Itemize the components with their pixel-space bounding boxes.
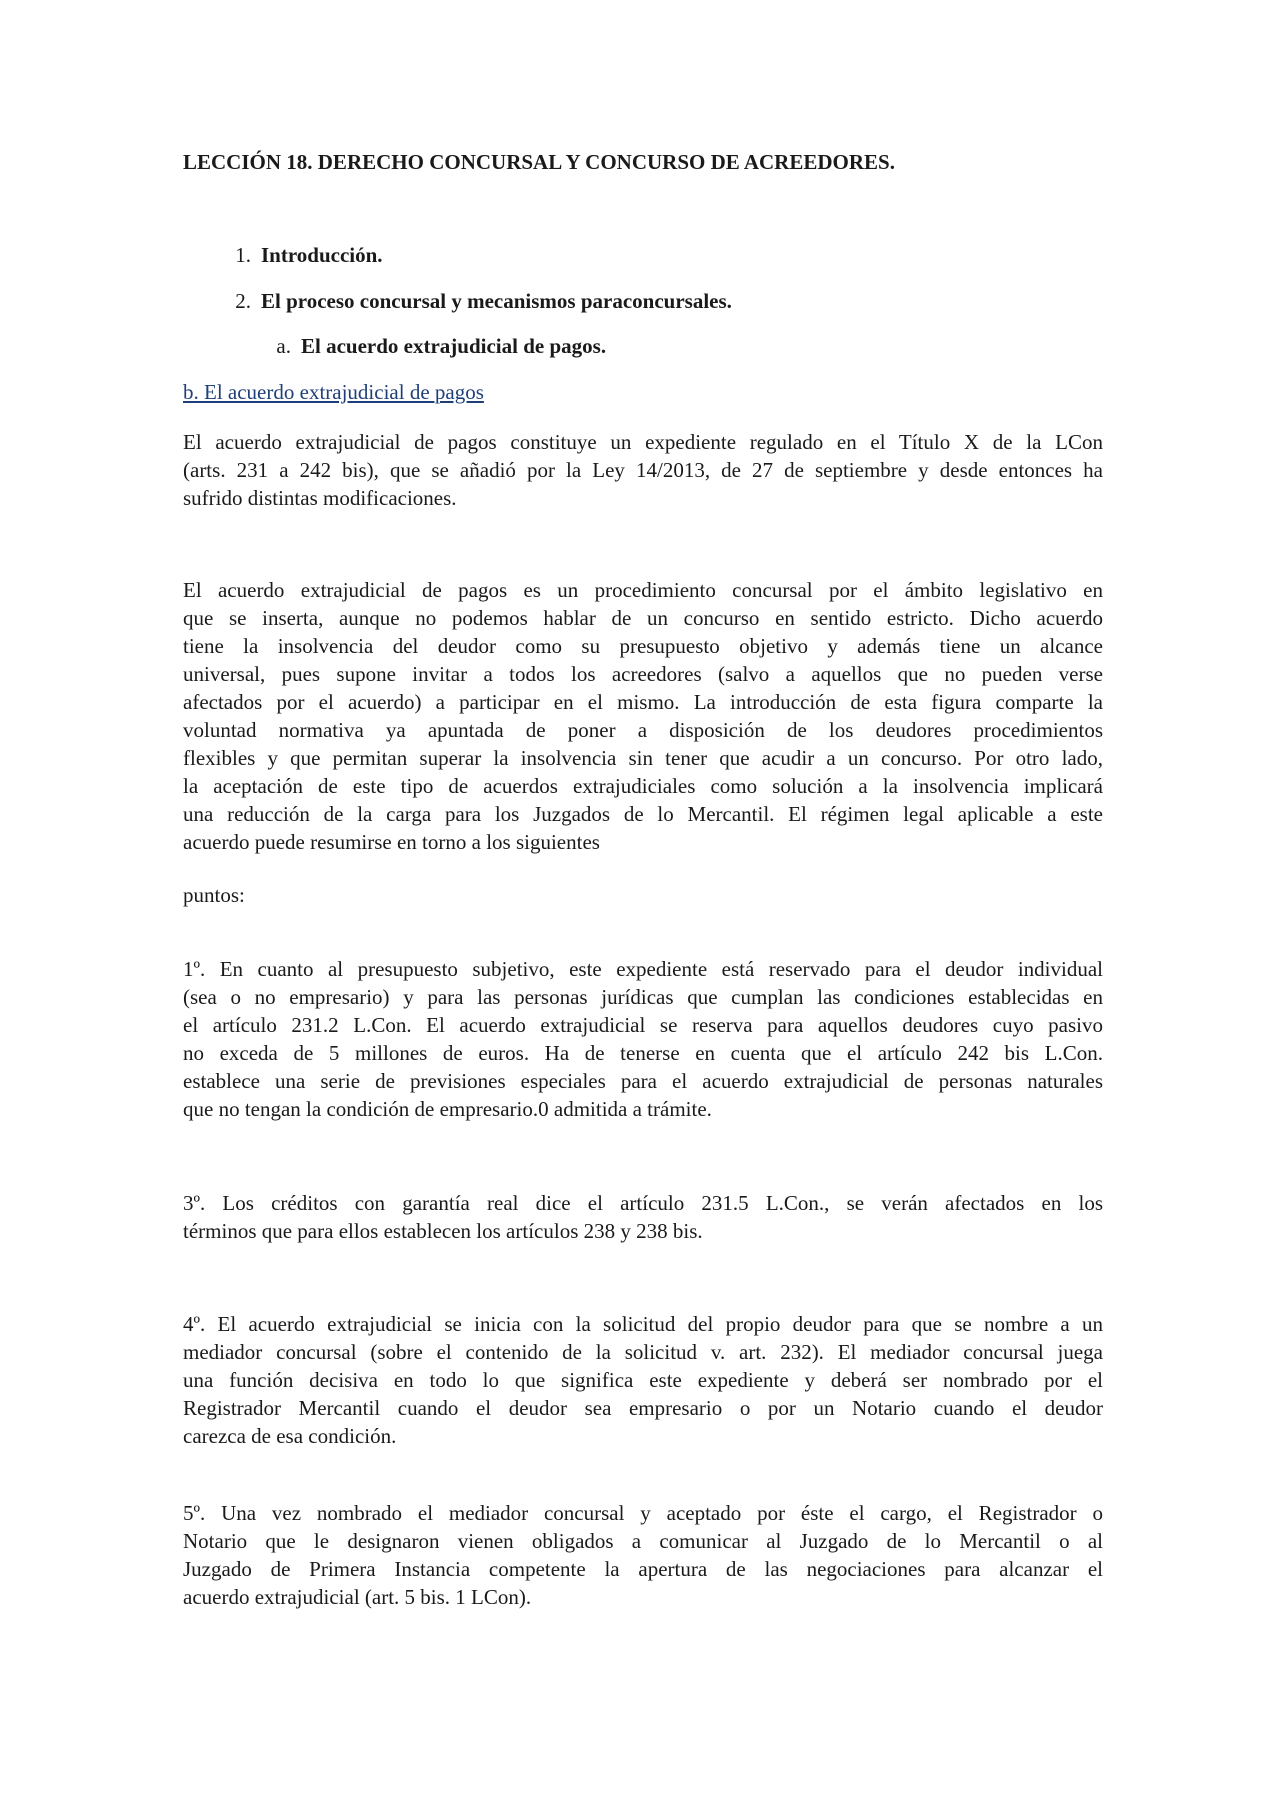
text-line: (sea o no empresario) y para las personas jurídicas que cumplan las condiciones establecidas en <box>183 985 1103 1009</box>
toc-letter: a. <box>276 334 291 358</box>
text-line: flexibles y que permitan superar la insolvencia sin tener que acudir a un concurso. Por otro lado, <box>183 746 1103 770</box>
text-line: mediador concursal (sobre el contenido de la solicitud v. art. 232). El mediador concursal juega <box>183 1340 1103 1364</box>
text-line: Juzgado de Primera Instancia competente la apertura de las negociaciones para alcanzar el <box>183 1557 1103 1581</box>
text-line: 5º. Una vez nombrado el mediador concursal y aceptado por éste el cargo, el Registrador o <box>183 1501 1103 1525</box>
text-line: sufrido distintas modificaciones. <box>183 486 457 510</box>
toc-number: 2. <box>235 289 251 313</box>
text-line: universal, pues supone invitar a todos los acreedores (salvo a aquellos que no pueden verse <box>183 662 1103 686</box>
toc-label: El acuerdo extrajudicial de pagos. <box>301 334 607 358</box>
text-line: una función decisiva en todo lo que significa este expediente y deberá ser nombrado por el <box>183 1368 1103 1392</box>
paragraph-punto-3 <box>183 1189 1103 1245</box>
text-line: una reducción de la carga para los Juzgados de lo Mercantil. El régimen legal aplicable a este <box>183 802 1103 826</box>
text-line: puntos: <box>183 883 245 907</box>
paragraph-puntos <box>183 881 1103 909</box>
text-line: la aceptación de este tipo de acuerdos extrajudiciales como solución a la insolvencia implicará <box>183 774 1103 798</box>
text-line: que no tengan la condición de empresario.0 admitida a trámite. <box>183 1097 712 1121</box>
section-link-acuerdo-extrajudicial[interactable]: b. El acuerdo extrajudicial de pagos <box>183 380 484 404</box>
text-line: Notario que le designaron vienen obligados a comunicar al Juzgado de lo Mercantil o al <box>183 1529 1103 1553</box>
paragraph-intro <box>183 428 1103 512</box>
text-line: tiene la insolvencia del deudor como su presupuesto objetivo y además tiene un alcance <box>183 634 1103 658</box>
text-line: acuerdo extrajudicial (art. 5 bis. 1 LCon). <box>183 1585 532 1609</box>
toc-subitem-acuerdo <box>276 334 607 359</box>
text-line: el artículo 231.2 L.Con. El acuerdo extrajudicial se reserva para aquellos deudores cuyo pasivo <box>183 1013 1103 1037</box>
paragraph-punto-4 <box>183 1310 1103 1450</box>
text-line: 4º. El acuerdo extrajudicial se inicia con la solicitud del propio deudor para que se nombre a un <box>183 1312 1103 1336</box>
text-line: 1º. En cuanto al presupuesto subjetivo, este expediente está reservado para el deudor individual <box>183 957 1103 981</box>
text-line: (arts. 231 a 242 bis), que se añadió por la Ley 14/2013, de 27 de septiembre y desde entonces ha <box>183 458 1103 482</box>
paragraph-procedimiento <box>183 576 1103 856</box>
text-line: Registrador Mercantil cuando el deudor sea empresario o por un Notario cuando el deudor <box>183 1396 1103 1420</box>
text-line: 3º. Los créditos con garantía real dice el artículo 231.5 L.Con., se verán afectados en los <box>183 1191 1103 1215</box>
text-line: no exceda de 5 millones de euros. Ha de tenerse en cuenta que el artículo 242 bis L.Con. <box>183 1041 1103 1065</box>
toc-number: 1. <box>235 243 251 267</box>
text-line: voluntad normativa ya apuntada de poner a disposición de los deudores procedimientos <box>183 718 1103 742</box>
text-line: acuerdo puede resumirse en torno a los siguientes <box>183 830 600 854</box>
text-line: que se inserta, aunque no podemos hablar de un concurso en sentido estricto. Dicho acuerdo <box>183 606 1103 630</box>
toc-label: Introducción. <box>261 243 383 267</box>
toc-label: El proceso concursal y mecanismos paraconcursales. <box>261 289 732 313</box>
text-line: El acuerdo extrajudicial de pagos es un procedimiento concursal por el ámbito legislativo en <box>183 578 1103 602</box>
text-line: carezca de esa condición. <box>183 1424 397 1448</box>
text-line: afectados por el acuerdo) a participar en el mismo. La introducción de esta figura comparte la <box>183 690 1103 714</box>
toc-item-introduccion <box>235 243 383 268</box>
lesson-title: LECCIÓN 18. DERECHO CONCURSAL Y CONCURSO DE ACREEDORES. <box>183 150 895 174</box>
paragraph-punto-5 <box>183 1499 1103 1611</box>
text-line: El acuerdo extrajudicial de pagos constituye un expediente regulado en el Título X de la LCon <box>183 430 1103 454</box>
toc-item-proceso-concursal <box>235 289 732 314</box>
paragraph-punto-1 <box>183 955 1103 1123</box>
text-line: términos que para ellos establecen los artículos 238 y 238 bis. <box>183 1219 703 1243</box>
text-line: establece una serie de previsiones especiales para el acuerdo extrajudicial de personas naturales <box>183 1069 1103 1093</box>
